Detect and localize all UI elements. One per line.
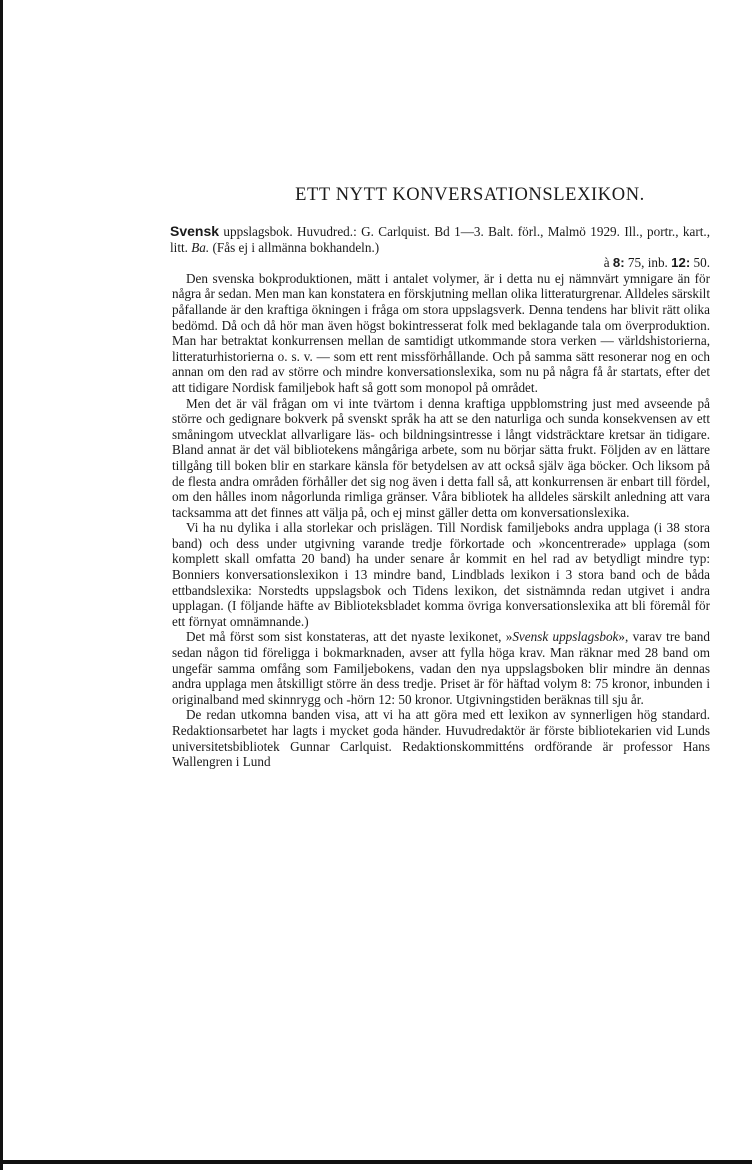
price-line: à 8: 75, inb. 12: 50.	[603, 255, 710, 271]
reference-italic: Ba.	[191, 239, 210, 255]
price-paper: 8:	[612, 255, 625, 271]
page-edge-left	[0, 0, 3, 1170]
price-bound: 12:	[671, 255, 691, 271]
paragraph-5: De redan utkomna banden visa, att vi ha att göra med ett lexikon av synnerligen hög standard. Redaktionsarbetet har lagts i mycket goda händer. Huvudredaktör är förste bibliotekarien vid Lunds universitetsbibliotek Gunnar Carlquist. Redaktionskommitténs ordförande är professor Hans Wallengren i Lund	[172, 707, 710, 770]
paragraph-1: Den svenska bokproduktionen, mätt i antalet volymer, är i detta nu ej nämnvärt ymnigare än för några år sedan. Men man kan konstatera en förskjutning mellan olika litteraturgrenar. Alldeles särskilt påfallande är den kraftiga ökningen i fråga om stora uppslagsverk. Denna tendens har blivit rätt olika bedömd. Då och då hör man även högst bokintresserat folk med beklagande tala om överproduktion. Man har betraktat konkurrensen mellan de samtidigt utkommande stora verken — världshistorierna, litteraturhistorierna o. s. v. — som ett rent missförhållande. Och på samma sätt resonerar nog en och annan om den rad av större och mindre konversationslexika, som nu på några få år startats, efter det att tidigare Nordisk familjebok haft så gott som monopol på området.	[172, 270, 710, 395]
paragraph-2: Men det är väl frågan om vi inte tvärtom i denna kraftiga uppblomstring just med avseende på större och gedignare bokverk på svenskt språk ha att se den naturliga och sunda konsekvensen av ett småningom utvecklat allvarligare läs- och bildningsintresse i långt vidsträcktare kretsar än tidigare. Bland annat är det väl bibliotekens mångåriga arbete, som nu börjar sätta frukt. Följden av en lättare tillgång till boken blir en starkare känsla för betydelsen av att också själv äga böcker. Och liksom på de flesta andra områden förhåller det sig nog även i detta fall så, att konkurrensen är enbart till fördel, om den hålles inom någorlunda rimliga gränser. Våra bibliotek ha alldeles särskilt anledning att vara tacksamma att det finnes att välja på, och ej minst gäller detta om konversationslexika.	[172, 395, 710, 520]
bibliographic-reference	[170, 224, 710, 255]
document-page	[172, 185, 710, 770]
page-edge-bottom	[0, 1160, 752, 1164]
reference-details: uppslagsbok. Huvudred.: G. Carlquist. Bd 1—3. Balt. förl., Malmö 1929. Ill., portr., kart., litt.	[170, 224, 710, 255]
paragraph-4: Det må först som sist konstateras, att det nyaste lexikonet, »Svensk uppslagsbok», varav tre band sedan någon tid föreligga i bokmarknaden, avser att fylla höga krav. Man räknar med 28 band om ungefär samma omfång som Familjebokens, vadan den nya uppslagsboken blir mindre än dennas andra upplaga men åtskilligt större än dess tredje. Priset är för häftad volym 8: 75 kronor, inbunden i originalband med skinnrygg och -hörn 12: 50 kronor. Utgivningstiden beräknas till sju år.	[172, 629, 710, 707]
article-title: ETT NYTT KONVERSATIONSLEXIKON.	[295, 185, 645, 205]
reference-note: (Fås ej i allmänna bokhandeln.)	[209, 239, 380, 255]
reference-author: Svensk	[170, 223, 220, 239]
work-title-italic: Svensk uppslagsbok	[512, 629, 619, 645]
paragraph-3: Vi ha nu dylika i alla storlekar och prislägen. Till Nordisk familjeboks andra upplaga (i 38 stora band) och dess under utgivning varande tredje förkortade och »koncentrerade» upplaga (som komplett skall omfatta 20 band) ha under senare år kommit en hel rad av betydligt mindre typ: Bonniers konversationslexikon i 13 mindre band, Lindblads lexikon i 3 stora band och de båda ettbandslexika: Norstedts uppslagsbok och Tidens lexikon, det sistnämnda redan utgivet i andra upplagan. (I följande häfte av Biblioteksbladet komma övriga konversationslexika att bli föremål för ett förnyat omnämnande.)	[172, 520, 710, 629]
